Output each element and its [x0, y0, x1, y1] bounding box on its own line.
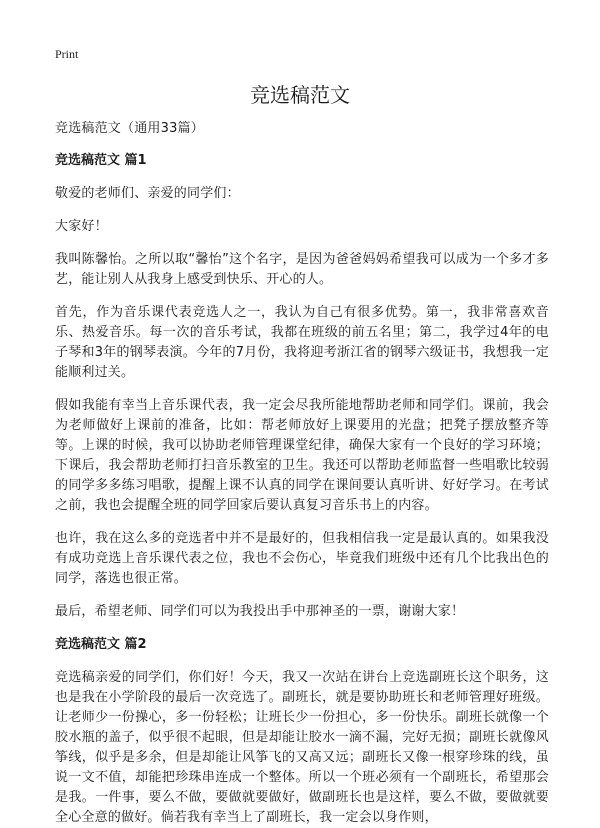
paragraph: 首先，作为音乐课代表竞选人之一，我认为自己有很多优势。第一，我非常喜欢音乐、热爱音乐。每一次的音乐考试，我都在班级的前五名里；第二，我学过4年的电子琴和3年的钢琴表演。今年的7月份，我将迎考浙江省的钢琴六级证书，我想我一定能顺利过关。 — [55, 305, 549, 380]
paragraph: 我叫陈馨怡。之所以取“馨怡”这个名字，是因为爸爸妈妈希望我可以成为一个多才多艺，能让别人从我身上感受到快乐、开心的人。 — [55, 252, 549, 287]
paragraph: 大家好！ — [55, 219, 108, 234]
paragraph: 也许，我在这么多的竞选者中并不是最好的，但我相信我一定是最认真的。如果我没有成功竞选上音乐课代表之位，我也不会伤心，毕竟我们班级中还有几个比我出色的同学，落选也很正常。 — [55, 531, 549, 586]
paragraph: 最后，希望老师、同学们可以为我投出手中那神圣的一票，谢谢大家！ — [55, 604, 465, 619]
section-heading: 竞选稿范文 篇1 — [55, 153, 147, 168]
print-link[interactable]: Print — [55, 47, 79, 61]
paragraph: 假如我能有幸当上音乐课代表，我一定会尽我所能地帮助老师和同学们。课前，我会为老师做好上课前的准备，比如：帮老师放好上课要用的光盘；把凳子摆放整齐等等。上课的时候，我可以协助老师管理课堂纪律，确保大家有一个良好的学习环境；下课后，我会帮助老师打扫音乐教室的卫生。我还可以帮助老师监督一些唱歌比较弱的同学多多练习唱歌，提醒上课不认真的同学在课间要认真听讲、好好学习。在考试之前，我也会提醒全班的同学回家后要认真复习音乐书上的内容。 — [55, 398, 549, 513]
paragraph: 竞选稿亲爱的同学们，你们好！今天，我又一次站在讲台上竞选副班长这个职务，这也是我在小学阶段的最后一次竞选了。副班长，就是要协助班长和老师管理好班级。让老师少一份操心，多一份轻松；让班长少一份担心，多一份快乐。副班长就像一个胶水瓶的盖子，似乎很不起眼，但是却能让胶水一滴不漏，完好无损；副班长就像风筝线，似乎是多余，但是却能让风筝飞的又高又远；副班长又像一根穿珍珠的线，虽说一文不值，却能把珍珠串连成一个整体。所以一个班必须有一个副班长，希望那会是我。一件事，要么不做，要做就要做好，做副班长也是这样，要么不做，要做就要全心全意的做好。倘若我有幸当上了副班长，我一定会以身作则， — [55, 670, 549, 825]
document-title: 竞选稿范文 — [250, 83, 350, 107]
document-subtitle: 竞选稿范文（通用33篇） — [55, 121, 204, 136]
paragraph: 敬爱的老师们、亲爱的同学们： — [55, 186, 240, 201]
section-heading: 竞选稿范文 篇2 — [55, 637, 147, 652]
document-body — [55, 119, 549, 828]
